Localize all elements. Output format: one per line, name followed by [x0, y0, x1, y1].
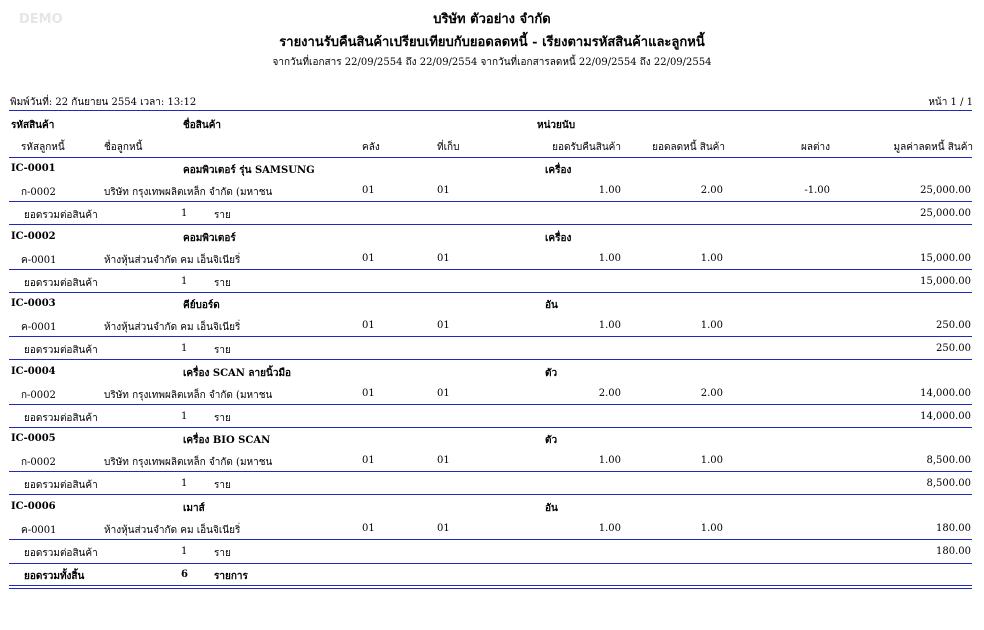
row-debtor-code: ค-0001 — [21, 255, 57, 266]
row-credit-value: 25,000.00 — [920, 185, 971, 196]
subtotal-value: 250.00 — [936, 343, 971, 354]
group-item-unit: อัน — [545, 300, 558, 311]
subtotal-unit: ราย — [214, 413, 231, 424]
subtotal-value: 180.00 — [936, 546, 971, 557]
group-item-code: IC-0006 — [11, 501, 56, 512]
company-name: บริษัท ตัวอย่าง จำกัด — [433, 12, 551, 27]
row-debtor-code: ค-0001 — [21, 322, 57, 333]
grand-bottom-line-2 — [9, 588, 972, 589]
row-credit-qty: 2.00 — [700, 185, 723, 196]
subtotal-label: ยอดรวมต่อสินค้า — [24, 413, 98, 424]
subtotal-top-line — [9, 471, 972, 472]
col-item-name: ชื่อสินค้า — [183, 120, 222, 131]
group-separator-line — [9, 427, 972, 428]
col-warehouse: คลัง — [362, 142, 380, 153]
row-warehouse: 01 — [362, 455, 375, 466]
subtotal-count: 1 — [181, 343, 188, 354]
group-separator-line — [9, 292, 972, 293]
subtotal-value: 25,000.00 — [920, 208, 971, 219]
col-unit: หน่วยนับ — [537, 120, 576, 131]
row-return-qty: 1.00 — [598, 455, 621, 466]
group-item-code: IC-0001 — [11, 163, 56, 174]
row-return-qty: 2.00 — [598, 388, 621, 399]
col-location: ที่เก็บ — [437, 142, 460, 153]
row-return-qty: 1.00 — [598, 253, 621, 264]
subtotal-top-line — [9, 201, 972, 202]
subtotal-value: 15,000.00 — [920, 276, 971, 287]
group-item-unit: เครื่อง — [545, 165, 572, 176]
col-debtor-name: ชื่อลูกหนี้ — [104, 142, 143, 153]
row-credit-qty: 1.00 — [700, 455, 723, 466]
subtotal-label: ยอดรวมต่อสินค้า — [24, 210, 98, 221]
subtotal-top-line — [9, 539, 972, 540]
col-debtor-code: รหัสลูกหนี้ — [21, 142, 65, 153]
subtotal-count: 1 — [181, 478, 188, 489]
row-credit-value: 8,500.00 — [926, 455, 971, 466]
row-credit-qty: 1.00 — [700, 253, 723, 264]
page-number: หน้า 1 / 1 — [928, 97, 973, 108]
row-warehouse: 01 — [362, 253, 375, 264]
subtotal-value: 8,500.00 — [926, 478, 971, 489]
group-item-unit: อัน — [545, 503, 558, 514]
row-warehouse: 01 — [362, 185, 375, 196]
row-location: 01 — [437, 455, 450, 466]
col-return-qty: ยอดรับคืนสินค้า — [552, 142, 621, 153]
demo-watermark: DEMO — [19, 12, 63, 27]
subtotal-count: 1 — [181, 276, 188, 287]
report-title: รายงานรับคืนสินค้าเปรียบเทียบกับยอดลดหนี้ - เรียงตามรหัสสินค้าและลูกหนี้ — [279, 35, 705, 50]
subtotal-unit: ราย — [214, 345, 231, 356]
col-credit-value: มูลค่าลดหนี้ สินค้า — [893, 142, 973, 153]
row-credit-value: 250.00 — [936, 320, 971, 331]
grand-bottom-line-1 — [9, 585, 972, 586]
col-item-code: รหัสสินค้า — [11, 120, 55, 131]
row-return-qty: 1.00 — [598, 320, 621, 331]
subtotal-label: ยอดรวมต่อสินค้า — [24, 278, 98, 289]
group-item-name: เครื่อง SCAN ลายนิ้วมือ — [183, 368, 292, 379]
printed-date: พิมพ์วันที่: 22 กันยายน 2554 เวลา: 13:12 — [10, 97, 197, 108]
col-credit-qty: ยอดลดหนี้ สินค้า — [652, 142, 725, 153]
subtotal-label: ยอดรวมต่อสินค้า — [24, 548, 98, 559]
row-debtor-name: ห้างหุ้นส่วนจำกัด คม เอ็นจิเนียริ่ — [104, 525, 241, 536]
row-credit-qty: 1.00 — [700, 320, 723, 331]
row-location: 01 — [437, 523, 450, 534]
subtotal-top-line — [9, 404, 972, 405]
row-warehouse: 01 — [362, 388, 375, 399]
row-return-qty: 1.00 — [598, 185, 621, 196]
row-debtor-name: บริษัท กรุงเทพผลิตเหล็ก จำกัด (มหาชน — [104, 187, 273, 198]
group-item-unit: ตัว — [545, 435, 558, 446]
subtotal-value: 14,000.00 — [920, 411, 971, 422]
header-bottom-line — [9, 157, 972, 158]
row-credit-value: 180.00 — [936, 523, 971, 534]
row-diff: -1.00 — [804, 185, 830, 196]
grand-total-label: ยอดรวมทั้งสิ้น — [24, 571, 85, 582]
group-separator-line — [9, 359, 972, 360]
group-item-unit: เครื่อง — [545, 233, 572, 244]
row-location: 01 — [437, 320, 450, 331]
group-separator-line — [9, 224, 972, 225]
row-debtor-name: บริษัท กรุงเทพผลิตเหล็ก จำกัด (มหาชน — [104, 390, 273, 401]
row-credit-value: 14,000.00 — [920, 388, 971, 399]
group-item-code: IC-0005 — [11, 433, 56, 444]
row-location: 01 — [437, 253, 450, 264]
row-location: 01 — [437, 388, 450, 399]
grand-total-count: 6 — [181, 569, 188, 580]
subtotal-unit: ราย — [214, 210, 231, 221]
subtotal-top-line — [9, 336, 972, 337]
group-item-name: คีย์บอร์ด — [183, 300, 220, 311]
group-item-unit: ตัว — [545, 368, 558, 379]
subtotal-unit: ราย — [214, 480, 231, 491]
row-debtor-name: ห้างหุ้นส่วนจำกัด คม เอ็นจิเนียริ่ — [104, 322, 241, 333]
header-top-line — [9, 110, 972, 111]
subtotal-top-line — [9, 269, 972, 270]
row-credit-value: 15,000.00 — [920, 253, 971, 264]
row-warehouse: 01 — [362, 320, 375, 331]
group-item-code: IC-0002 — [11, 231, 56, 242]
row-credit-qty: 2.00 — [700, 388, 723, 399]
group-item-code: IC-0003 — [11, 298, 56, 309]
subtotal-count: 1 — [181, 546, 188, 557]
grand-total-unit: รายการ — [214, 571, 248, 582]
row-debtor-code: ก-0002 — [21, 390, 56, 401]
row-debtor-name: บริษัท กรุงเทพผลิตเหล็ก จำกัด (มหาชน — [104, 457, 273, 468]
row-return-qty: 1.00 — [598, 523, 621, 534]
col-diff: ผลต่าง — [801, 142, 830, 153]
row-debtor-code: ค-0001 — [21, 525, 57, 536]
row-debtor-code: ก-0002 — [21, 457, 56, 468]
row-debtor-name: ห้างหุ้นส่วนจำกัด คม เอ็นจิเนียริ่ — [104, 255, 241, 266]
grand-top-line — [9, 563, 972, 564]
group-item-name: เมาส์ — [183, 503, 205, 514]
subtotal-count: 1 — [181, 411, 188, 422]
report-date-range: จากวันที่เอกสาร 22/09/2554 ถึง 22/09/2554 จากวันที่เอกสารลดหนี้ 22/09/2554 ถึง 22/09/2554 — [272, 57, 712, 68]
subtotal-count: 1 — [181, 208, 188, 219]
group-item-name: คอมพิวเตอร์ — [183, 233, 236, 244]
row-debtor-code: ก-0002 — [21, 187, 56, 198]
subtotal-label: ยอดรวมต่อสินค้า — [24, 345, 98, 356]
row-warehouse: 01 — [362, 523, 375, 534]
group-item-code: IC-0004 — [11, 366, 56, 377]
row-location: 01 — [437, 185, 450, 196]
group-item-name: คอมพิวเตอร์ รุ่น SAMSUNG — [183, 165, 315, 176]
subtotal-unit: ราย — [214, 548, 231, 559]
row-credit-qty: 1.00 — [700, 523, 723, 534]
group-item-name: เครื่อง BIO SCAN — [183, 435, 271, 446]
subtotal-label: ยอดรวมต่อสินค้า — [24, 480, 98, 491]
subtotal-unit: ราย — [214, 278, 231, 289]
group-separator-line — [9, 494, 972, 495]
